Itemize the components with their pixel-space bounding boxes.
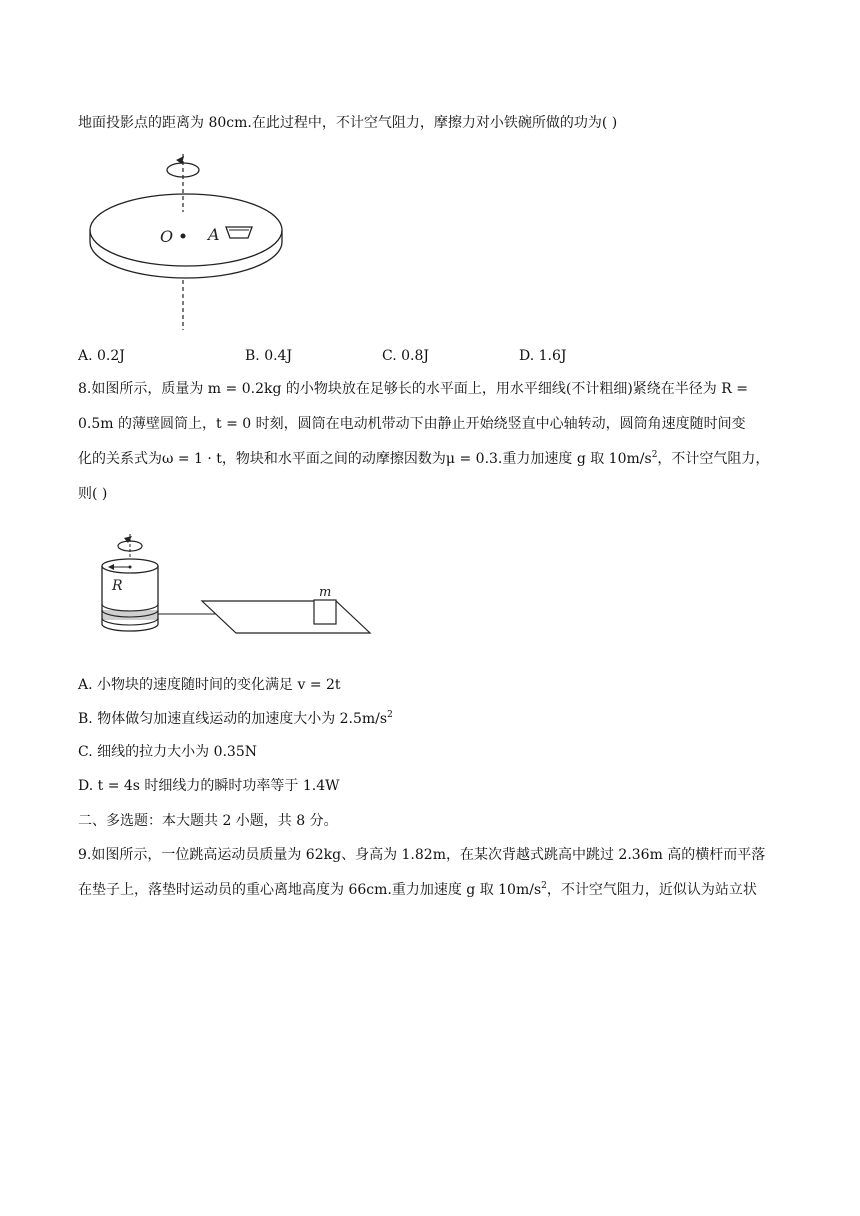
q7-options bbox=[78, 348, 778, 368]
q8-line-1: 8.如图所示，质量为 m = 0.2kg 的小物块放在足够长的水平面上，用水平细线(不计粗细)紧绕在半径为 R = bbox=[78, 381, 748, 397]
q7-option-b: B. 0.4J bbox=[245, 348, 293, 364]
q8-line-4: 则( ) bbox=[78, 486, 108, 502]
q8-line-2: 0.5m 的薄壁圆筒上，t = 0 时刻，圆筒在电动机带动下由静止开始绕竖直中心轴转动，圆筒角速度随时间变 bbox=[78, 416, 746, 432]
label-r: R bbox=[112, 578, 123, 594]
label-m: m bbox=[319, 585, 332, 600]
q8-line-3: 化的关系式为ω = 1 · t，物块和水平面之间的动摩擦因数为μ = 0.3.重力加速度 g 取 $10m/s^2$，不计空气阻力， bbox=[78, 450, 770, 467]
q7-option-d: D. 1.6J bbox=[519, 348, 567, 364]
q8-option-d: D. t = 4s 时细线力的瞬时功率等于 1.4W bbox=[78, 778, 340, 794]
label-o: O bbox=[160, 227, 174, 246]
q9-line-1: 9.如图所示，一位跳高运动员质量为 62kg、身高为 1.82m，在某次背越式跳高中跳过 2.36m 高的横杆而平落 bbox=[78, 847, 766, 863]
q9-line-2: 在垫子上，落垫时运动员的重心离地高度为 66cm.重力加速度 g 取 $10m/s^2$，不计空气阻力，近似认为站立状 bbox=[78, 881, 757, 898]
cylinder-block-figure bbox=[98, 532, 374, 638]
label-a: A bbox=[208, 225, 220, 244]
section-heading: 二、多选题：本大题共 2 小题，共 8 分。 bbox=[78, 813, 338, 829]
q8-option-a: A. 小物块的速度随时间的变化满足 v = 2t bbox=[78, 677, 341, 693]
q8-option-b: B. 物体做匀加速直线运动的加速度大小为 $2.5m/s^2$ bbox=[78, 710, 393, 727]
q7-tail-text: 地面投影点的距离为 80cm.在此过程中，不计空气阻力，摩擦力对小铁碗所做的功为( ) bbox=[78, 115, 618, 131]
rotating-disk-figure bbox=[86, 150, 286, 332]
q7-option-a: A. 0.2J bbox=[78, 348, 125, 364]
q7-option-c: C. 0.8J bbox=[382, 348, 429, 364]
q8-option-c: C. 细线的拉力大小为 0.35N bbox=[78, 744, 257, 760]
